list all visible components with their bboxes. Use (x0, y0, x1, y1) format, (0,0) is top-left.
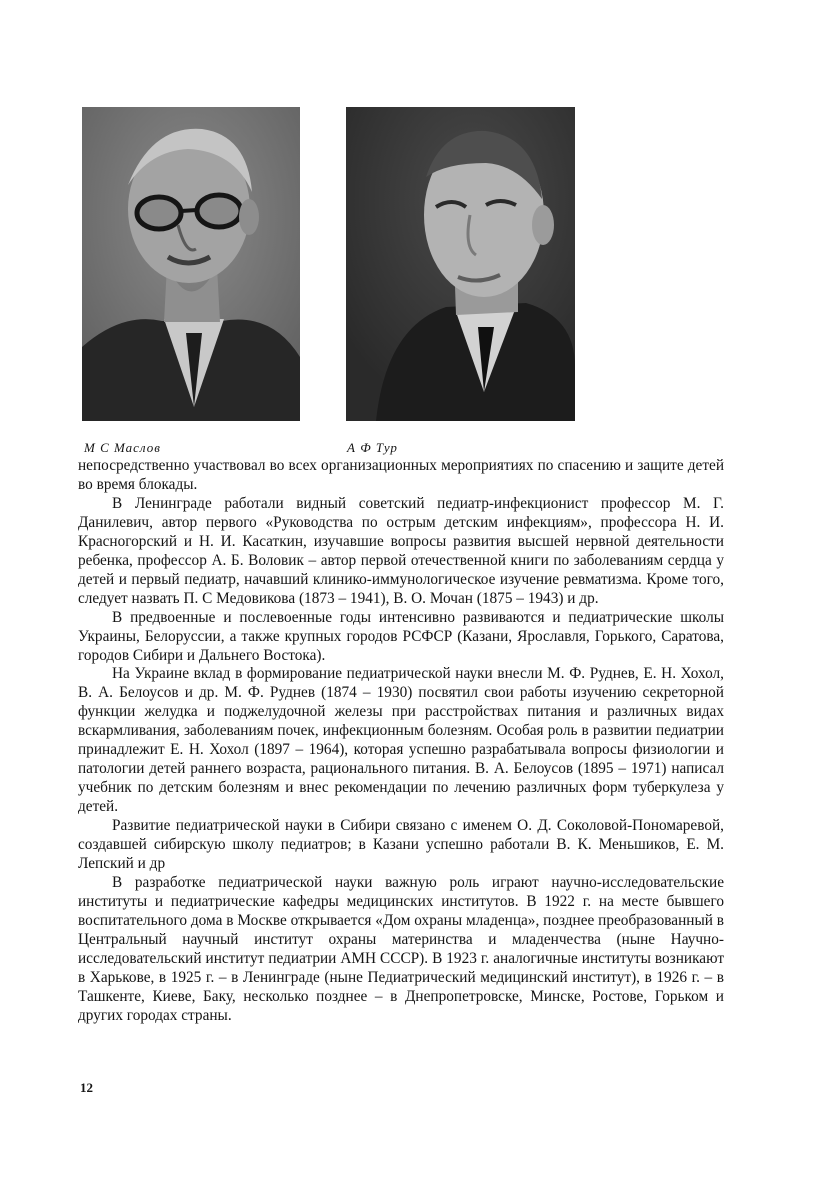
photo-caption-left: М С Маслов (84, 440, 161, 455)
portrait-photo-maslov (82, 107, 300, 421)
photo-caption-right: А Ф Тур (347, 440, 398, 455)
paragraph: В разработке педиатрической науки важную роль играют научно-исследовательские институты и педиатрические кафедры медицинских институтов. В 1922 г. на месте бывшего воспитательного дома в Москве открывается «Дом охраны младенца», позднее преобразованный в Центральный научный институт охраны материнства и младенчества (ныне Научно-исследовательский институт педиатрии АМН СССР). В 1923 г. аналогичные институты возникают в Харькове, в 1925 г. – в Ленинграде (ныне Педиатрический медицинский институт), в 1926 г. – в Ташкенте, Киеве, Баку, несколько позднее – в Днепропетровске, Минске, Ростове, Горьком и других городах страны. (78, 873, 724, 1024)
page-number: 12 (80, 1080, 93, 1095)
paragraph: На Украине вклад в формирование педиатрической науки внесли М. Ф. Руднев, Е. Н. Хохол, В. А. Белоусов и др. М. Ф. Руднев (1874 – 1930) посвятил свои работы изучению секреторной функции желудка и поджелудочной железы при расстройствах питания и различных видах вскармливания, заболеваниям почек, инфекционным болезням. Особая роль в развитии педиатрии принадлежит Е. Н. Хохол (1897 – 1964), которая успешно разрабатывала вопросы физиологии и патологии детей раннего возраста, рационального питания. В. А. Белоусов (1895 – 1971) написал учебник по детским болезням и внес рекомендации по лечению различных форм туберкулеза у детей. (78, 665, 724, 816)
paragraph: В предвоенные и послевоенные годы интенсивно развиваются и педиатрические школы Украины, Белоруссии, а также крупных городов РСФСР (Казани, Ярославля, Горького, Саратова, городов Сибири и Дальнего Востока). (78, 608, 724, 664)
paragraph: В Ленинграде работали видный советский педиатр-инфекционист профессор М. Г. Данилевич, автор первого «Руководства по острым детским инфекциям», профессора Н. И. Красногорский и Н. И. Касаткин, изучавшие вопросы развития высшей нервной деятельности ребенка, профессор А. Б. Воловик – автор первой отечественной книги по заболеваниям сердца у детей и первый педиатр, начавший клинико-иммунологическое изучение ревматизма. Кроме того, следует назвать П. С Медовикова (1873 – 1941), В. О. Мочан (1875 – 1943) и др. (78, 494, 724, 607)
paragraph: Развитие педиатрической науки в Сибири связано с именем О. Д. Соколовой-Пономаревой, создавшей сибирскую школу педиатров; в Казани успешно работали В. К. Меньшиков, Е. М. Лепский и др (78, 817, 724, 873)
body-text (78, 457, 724, 1026)
portrait-photo-tur (346, 107, 575, 421)
paragraph: непосредственно участвовал во всех организационных мероприятиях по спасению и защите детей во время блокады. (78, 457, 724, 493)
